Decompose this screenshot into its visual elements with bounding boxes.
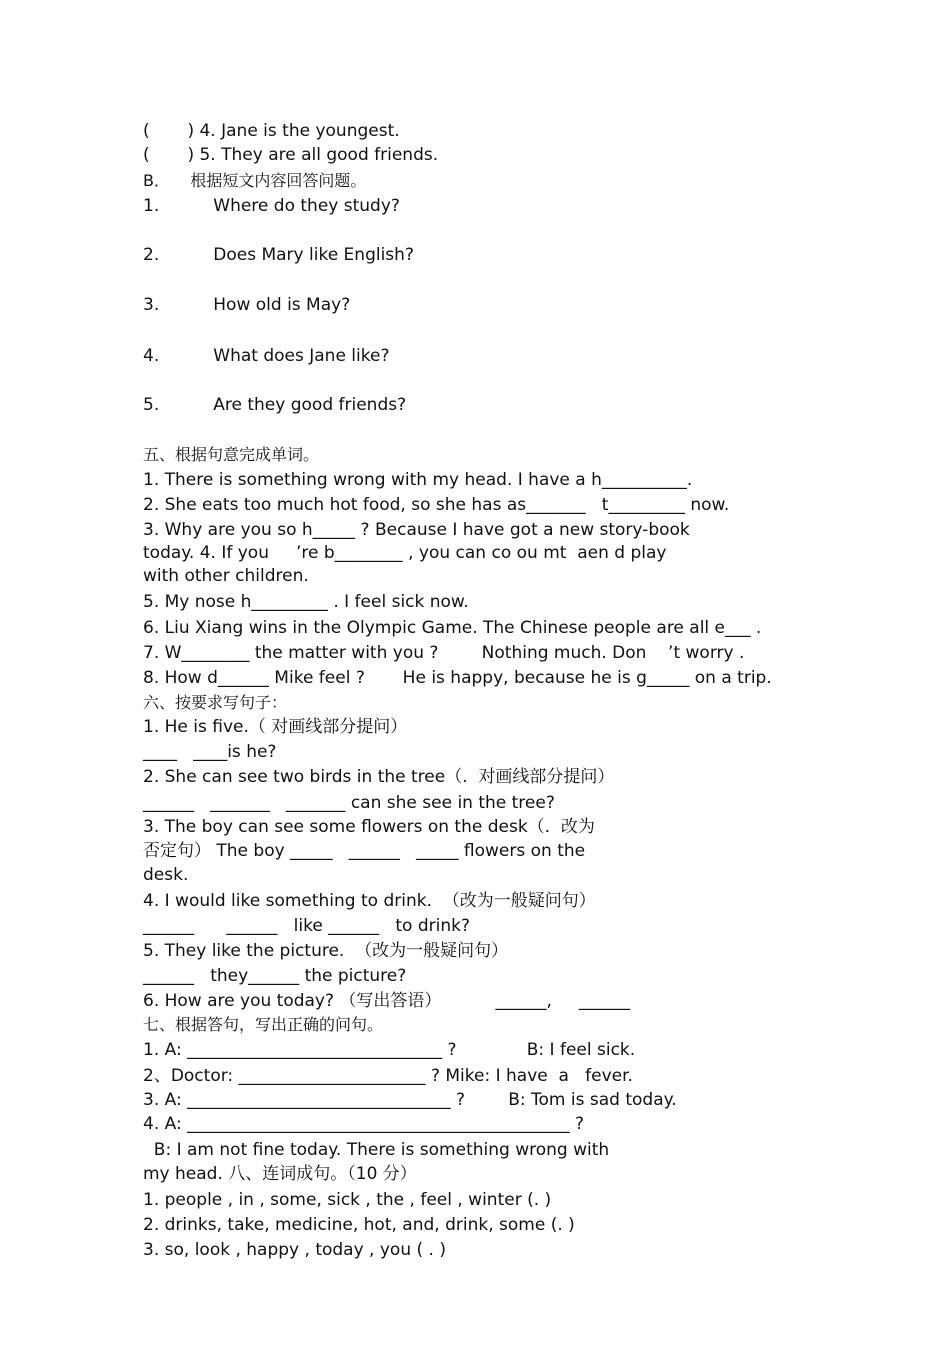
text-line: today. 4. If you ’re b________ , you can co ou mt aen d play (143, 543, 667, 563)
text-line: 4. I would like something to drink. （改为一般疑问句） (143, 891, 596, 911)
section-heading: 六、按要求写句子： (143, 693, 288, 712)
text-line: 5. My nose h_________ . I feel sick now. (143, 592, 469, 612)
question-line: 3. How old is May? (143, 295, 351, 315)
text-line: 5. They like the picture. （改为一般疑问句） (143, 941, 509, 961)
text-line: 否定句） The boy _____ ______ _____ flowers on the (143, 841, 586, 861)
text-line: 2. drinks, take, medicine, hot, and, drink, some (. ) (143, 1215, 575, 1235)
question-line: 1. Where do they study? (143, 196, 400, 216)
text-line: 6. How are you today? （写出答语） ______, ______ (143, 991, 630, 1011)
text-line: 2. She eats too much hot food, so she has as_______ t_________ now. (143, 495, 730, 515)
section-heading: B． 根据短文内容回答问题。 (143, 171, 367, 190)
section-heading: 七、根据答句，写出正确的问句。 (143, 1015, 384, 1034)
text-line: ______ ______ like ______ to drink? (143, 916, 471, 936)
text-line: 1. There is something wrong with my head. I have a h__________. (143, 470, 693, 490)
text-line: 3. so, look , happy , today , you ( . ) (143, 1240, 446, 1260)
text-line: 3. A: _______________________________ ? B: Tom is sad today. (143, 1090, 677, 1110)
text-line: with other children. (143, 566, 309, 586)
text-line: 1. He is five.（ 对画线部分提问） (143, 717, 408, 737)
text-line: ( ) 4. Jane is the youngest. (143, 121, 400, 141)
text-line: 2、Doctor: ______________________ ? Mike: I have a fever. (143, 1066, 633, 1086)
text-line: my head. 八、连词成句。（10 分） (143, 1164, 417, 1184)
question-line: 2. Does Mary like English? (143, 245, 414, 265)
text-line: 8. How d______ Mike feel ? He is happy, because he is g_____ on a trip. (143, 668, 772, 688)
text-line: 1. people , in , some, sick , the , feel , winter (. ) (143, 1190, 552, 1210)
text-line: B: I am not fine today. There is something wrong with (143, 1140, 610, 1160)
text-line: 4. A: _____________________________________________ ? (143, 1114, 585, 1134)
text-line: desk. (143, 865, 189, 885)
text-line: 1. A: ______________________________ ? B: I feel sick. (143, 1040, 636, 1060)
text-line: ( ) 5. They are all good friends. (143, 145, 439, 165)
text-line: ____ ____is he? (143, 742, 277, 762)
text-line: 6. Liu Xiang wins in the Olympic Game. The Chinese people are all e___ . (143, 618, 762, 638)
text-line: 7. W________ the matter with you ? Nothing much. Don ’t worry . (143, 643, 745, 663)
text-line: 2. She can see two birds in the tree（. 对画线部分提问） (143, 767, 615, 787)
section-heading: 五、根据句意完成单词。 (143, 445, 320, 464)
text-line: 3. Why are you so h_____ ? Because I have got a new story-book (143, 520, 690, 540)
text-line: 3. The boy can see some flowers on the desk（. 改为 (143, 817, 595, 837)
question-line: 4. What does Jane like? (143, 346, 390, 366)
text-line: ______ _______ _______ can she see in the tree? (143, 793, 555, 813)
text-line: ______ they______ the picture? (143, 966, 407, 986)
question-line: 5. Are they good friends? (143, 395, 407, 415)
